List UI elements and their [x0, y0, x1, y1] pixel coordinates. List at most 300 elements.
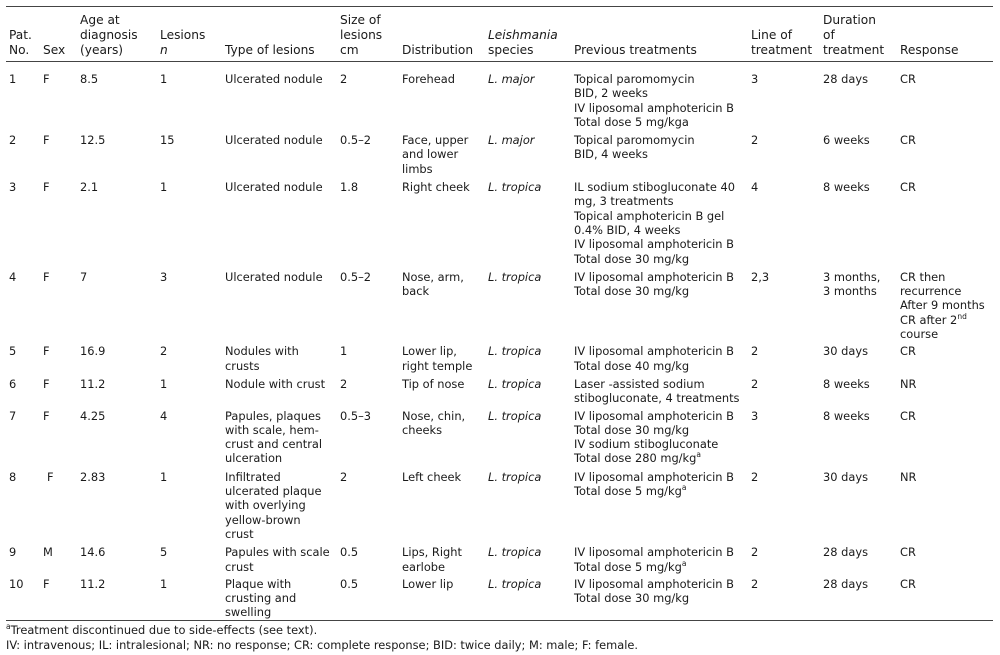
type-line: crust — [225, 559, 254, 574]
treatment-text: Topical amphotericin B gel — [574, 208, 725, 223]
duration-line: 8 weeks — [823, 376, 870, 391]
patient-table — [6, 6, 993, 621]
response-line — [900, 344, 990, 358]
cell-size — [337, 577, 399, 620]
cell-response — [897, 180, 993, 270]
treatment-text: BID, 2 weeks — [574, 86, 648, 101]
duration-line: 3 months — [823, 284, 877, 299]
cell-lesions — [157, 409, 222, 470]
cell-lesions — [157, 270, 222, 344]
line-text: 2,3 — [751, 269, 770, 284]
lesions-text: 1 — [160, 469, 168, 484]
sex-text: F — [43, 180, 50, 195]
cell-patient-no — [6, 577, 40, 620]
response-text: CR after 2 — [900, 312, 958, 327]
cell-line-of-treatment — [748, 180, 820, 270]
age-text: 2.83 — [80, 469, 106, 484]
cell-previous-treatments — [571, 62, 748, 134]
response-text: CR — [900, 545, 916, 560]
response-line — [900, 377, 990, 391]
duration-line: 8 weeks — [823, 408, 870, 423]
lesions-text: 5 — [160, 545, 168, 560]
table-row — [6, 470, 993, 545]
cell-patient-no — [6, 344, 40, 377]
type-line: crusting and — [225, 591, 297, 606]
distribution-line: Forehead — [402, 72, 455, 86]
size-text: 0.5–2 — [340, 133, 372, 148]
header-duration-of-treatment: Duration of treatment — [823, 13, 885, 57]
sex-text: F — [43, 269, 50, 284]
response-line — [900, 313, 990, 327]
cell-previous-treatments — [571, 377, 748, 409]
cell-species — [485, 180, 571, 270]
species-text: L. major — [488, 72, 535, 86]
treatment-text: IV liposomal amphotericin B — [574, 100, 734, 115]
species-text: L. tropica — [488, 408, 542, 423]
response-text: CR then — [900, 269, 946, 284]
response-text: CR — [900, 72, 916, 86]
type-line: ulceration — [225, 451, 283, 466]
cell-age — [77, 133, 157, 180]
cell-distribution — [399, 133, 485, 180]
table-row — [6, 270, 993, 344]
cell-size — [337, 545, 399, 577]
treatment-text: Topical paromomycin — [574, 133, 695, 148]
patient-no-text: 9 — [9, 545, 17, 560]
treatment-text: IV liposomal amphotericin B — [574, 469, 734, 484]
cell-response — [897, 62, 993, 134]
cell-response — [897, 344, 993, 377]
treatment-text: IV liposomal amphotericin B — [574, 344, 734, 359]
cell-age — [77, 409, 157, 470]
cell-previous-treatments — [571, 270, 748, 344]
treatment-text: 0.4% BID, 4 weeks — [574, 222, 681, 237]
cell-size — [337, 62, 399, 134]
patient-no-text: 6 — [9, 376, 17, 391]
lesions-text: 4 — [160, 408, 168, 423]
response-line — [900, 577, 990, 591]
table-row — [6, 377, 993, 409]
treatment-line — [574, 237, 745, 251]
treatment-text: IV sodium stibogluconate — [574, 437, 719, 452]
treatment-text: IL sodium stibogluconate 40 — [574, 180, 735, 195]
type-line: swelling — [225, 605, 272, 620]
treatment-text: Total dose 5 mg/kga — [574, 114, 689, 129]
cell-patient-no — [6, 62, 40, 134]
treatment-line — [574, 470, 745, 484]
treatment-line — [574, 194, 745, 208]
cell-patient-no — [6, 133, 40, 180]
distribution-line: Face, upper — [402, 133, 469, 148]
type-line: Ulcerated nodule — [225, 180, 323, 195]
type-line: ulcerated plaque — [225, 484, 322, 499]
type-line: Infiltrated — [225, 469, 281, 484]
cell-sex — [40, 62, 77, 134]
distribution-line: Lower lip, — [402, 344, 457, 359]
species-text: L. tropica — [488, 344, 542, 359]
type-line: Nodule with crust — [225, 376, 326, 391]
lesions-text: 1 — [160, 576, 168, 591]
header-type-of-lesions: Type of lesions — [225, 43, 315, 57]
treatment-line — [574, 133, 745, 147]
header-line-of-treatment: Line of treatment — [751, 28, 813, 57]
type-line: crust and central — [225, 437, 323, 452]
cell-duration — [820, 62, 897, 134]
cell-line-of-treatment — [748, 409, 820, 470]
cell-species — [485, 270, 571, 344]
cell-duration — [820, 470, 897, 545]
cell-patient-no — [6, 377, 40, 409]
patient-table-container — [6, 6, 993, 621]
table-row — [6, 409, 993, 470]
footnote-a-text: Treatment discontinued due to side-effects (see text). — [10, 623, 318, 637]
cell-lesions — [157, 62, 222, 134]
type-line: Ulcerated nodule — [225, 269, 323, 284]
species-text: L. tropica — [488, 376, 542, 391]
age-text: 12.5 — [80, 133, 106, 148]
treatment-text: stibogluconate, 4 treatments — [574, 391, 740, 406]
lesions-text: 3 — [160, 269, 168, 284]
cell-distribution — [399, 344, 485, 377]
ordinal-superscript: nd — [957, 311, 967, 321]
cell-previous-treatments — [571, 133, 748, 180]
line-text: 4 — [751, 180, 759, 195]
cell-size — [337, 344, 399, 377]
patient-no-text: 8 — [9, 469, 17, 484]
footnote-marker: a — [696, 450, 701, 460]
cell-age — [77, 344, 157, 377]
lesions-text: 1 — [160, 180, 168, 195]
treatment-text: Total dose 280 mg/kg — [574, 451, 697, 466]
distribution-line: Lower lip — [402, 576, 454, 591]
cell-type-of-lesions — [222, 470, 337, 545]
cell-duration — [820, 270, 897, 344]
cell-distribution — [399, 577, 485, 620]
header-previous-treatments: Previous treatments — [574, 43, 697, 57]
treatment-line — [574, 284, 745, 298]
cell-species — [485, 62, 571, 134]
lesions-text: 1 — [160, 376, 168, 391]
header-response: Response — [900, 43, 959, 57]
treatment-text: Topical paromomycin — [574, 72, 695, 86]
age-text: 11.2 — [80, 376, 106, 391]
treatment-line — [574, 545, 745, 559]
cell-line-of-treatment — [748, 577, 820, 620]
cell-response — [897, 270, 993, 344]
type-line: crust — [225, 526, 254, 541]
cell-species — [485, 377, 571, 409]
cell-lesions — [157, 133, 222, 180]
response-text: NR — [900, 376, 917, 391]
cell-size — [337, 377, 399, 409]
sex-text: F — [43, 344, 50, 359]
cell-distribution — [399, 377, 485, 409]
response-line — [900, 298, 990, 312]
treatment-line — [574, 359, 745, 373]
line-text: 2 — [751, 545, 759, 560]
type-line: Ulcerated nodule — [225, 133, 323, 148]
species-text: L. tropica — [488, 469, 542, 484]
treatment-text: Total dose 30 mg/kg — [574, 251, 690, 266]
treatment-line — [574, 484, 745, 498]
cell-response — [897, 577, 993, 620]
cell-response — [897, 470, 993, 545]
patient-no-text: 2 — [9, 133, 17, 148]
sex-text: F — [43, 576, 50, 591]
size-text: 1 — [340, 344, 348, 359]
cell-previous-treatments — [571, 577, 748, 620]
header-patient-no: Pat. No. — [9, 28, 32, 57]
response-text: CR — [900, 344, 916, 359]
treatment-text: IV liposomal amphotericin B — [574, 269, 734, 284]
treatment-text: IV liposomal amphotericin B — [574, 408, 734, 423]
response-text: recurrence — [900, 284, 962, 299]
cell-distribution — [399, 62, 485, 134]
treatment-line — [574, 377, 745, 391]
cell-response — [897, 545, 993, 577]
cell-sex — [40, 545, 77, 577]
lesions-text: 15 — [160, 133, 175, 148]
cell-duration — [820, 409, 897, 470]
treatment-line — [574, 86, 745, 100]
line-text: 2 — [751, 344, 759, 359]
cell-duration — [820, 180, 897, 270]
age-text: 4.25 — [80, 408, 106, 423]
cell-distribution — [399, 545, 485, 577]
table-row — [6, 545, 993, 577]
patient-no-text: 3 — [9, 180, 17, 195]
distribution-line: right temple — [402, 358, 473, 373]
cell-sex — [40, 377, 77, 409]
cell-lesions — [157, 577, 222, 620]
table-row — [6, 577, 993, 620]
duration-line: 30 days — [823, 344, 869, 359]
size-text: 2 — [340, 469, 348, 484]
cell-sex — [40, 270, 77, 344]
cell-age — [77, 180, 157, 270]
response-text: CR — [900, 408, 916, 423]
treatment-line — [574, 344, 745, 358]
age-text: 16.9 — [80, 344, 106, 359]
response-line — [900, 327, 990, 341]
cell-sex — [40, 344, 77, 377]
cell-age — [77, 577, 157, 620]
treatment-text: BID, 4 weeks — [574, 147, 648, 162]
type-line: with overlying — [225, 498, 306, 513]
sex-text: F — [43, 376, 50, 391]
age-text: 8.5 — [80, 72, 99, 86]
line-text: 3 — [751, 408, 759, 423]
distribution-line: back — [402, 284, 430, 299]
type-line: yellow-brown — [225, 512, 301, 527]
treatment-line — [574, 223, 745, 237]
treatment-line — [574, 72, 745, 86]
cell-species — [485, 344, 571, 377]
duration-line: 28 days — [823, 576, 869, 591]
duration-line: 3 months, — [823, 269, 881, 284]
distribution-line: Right cheek — [402, 180, 470, 195]
response-line — [900, 470, 990, 484]
response-line — [900, 180, 990, 194]
cell-previous-treatments — [571, 180, 748, 270]
response-text: course — [900, 327, 939, 342]
lesions-text: 2 — [160, 344, 168, 359]
treatment-line — [574, 252, 745, 266]
treatment-line — [574, 101, 745, 115]
treatment-text: mg, 3 treatments — [574, 194, 674, 209]
treatment-line — [574, 270, 745, 284]
cell-patient-no — [6, 545, 40, 577]
treatment-line — [574, 391, 745, 405]
treatment-text: Total dose 5 mg/kg — [574, 484, 682, 499]
response-line — [900, 72, 990, 86]
cell-duration — [820, 545, 897, 577]
response-text: CR — [900, 576, 916, 591]
footnote-a-marker: a — [6, 622, 11, 632]
cell-sex — [40, 180, 77, 270]
cell-size — [337, 470, 399, 545]
line-text: 2 — [751, 576, 759, 591]
cell-distribution — [399, 409, 485, 470]
species-text: L. tropica — [488, 576, 542, 591]
age-text: 14.6 — [80, 545, 106, 560]
cell-type-of-lesions — [222, 577, 337, 620]
treatment-text: Total dose 5 mg/kg — [574, 559, 682, 574]
cell-response — [897, 409, 993, 470]
cell-type-of-lesions — [222, 180, 337, 270]
size-text: 0.5–2 — [340, 269, 372, 284]
distribution-line: Nose, arm, — [402, 269, 464, 284]
cell-line-of-treatment — [748, 377, 820, 409]
age-text: 7 — [80, 269, 88, 284]
response-line — [900, 270, 990, 284]
cell-type-of-lesions — [222, 409, 337, 470]
cell-lesions — [157, 377, 222, 409]
size-text: 2 — [340, 376, 348, 391]
cell-previous-treatments — [571, 470, 748, 545]
cell-age — [77, 545, 157, 577]
cell-previous-treatments — [571, 545, 748, 577]
response-line — [900, 545, 990, 559]
cell-patient-no — [6, 270, 40, 344]
cell-line-of-treatment — [748, 62, 820, 134]
cell-lesions — [157, 545, 222, 577]
patient-no-text: 10 — [9, 576, 24, 591]
header-distribution: Distribution — [402, 43, 474, 57]
cell-line-of-treatment — [748, 470, 820, 545]
treatment-text: Total dose 40 mg/kg — [574, 358, 690, 373]
header-size-of-lesions: Size of lesions cm — [340, 13, 383, 57]
sex-text: F — [47, 469, 54, 484]
distribution-line: and lower — [402, 147, 459, 162]
line-text: 2 — [751, 469, 759, 484]
duration-line: 8 weeks — [823, 180, 870, 195]
distribution-line: Tip of nose — [402, 376, 465, 391]
header-lesions: Lesions n — [160, 28, 206, 57]
cell-line-of-treatment — [748, 545, 820, 577]
cell-age — [77, 377, 157, 409]
species-text: L. tropica — [488, 545, 542, 560]
cell-age — [77, 470, 157, 545]
cell-duration — [820, 377, 897, 409]
cell-line-of-treatment — [748, 270, 820, 344]
cell-size — [337, 409, 399, 470]
footnote-marker: a — [681, 483, 687, 493]
footnotes — [6, 623, 638, 652]
duration-line: 28 days — [823, 545, 869, 560]
type-line: Nodules with — [225, 344, 299, 359]
cell-age — [77, 270, 157, 344]
header-species: Leishmania species — [488, 28, 558, 57]
cell-type-of-lesions — [222, 133, 337, 180]
cell-duration — [820, 344, 897, 377]
cell-species — [485, 577, 571, 620]
species-text: L. tropica — [488, 180, 542, 195]
line-text: 2 — [751, 133, 759, 148]
table-row — [6, 180, 993, 270]
footnote-abbreviations: IV: intravenous; IL: intralesional; NR: no response; CR: complete response; BID: twice daily; M: male; F: female. — [6, 637, 639, 652]
treatment-line — [574, 451, 745, 465]
sex-text: F — [43, 133, 50, 148]
treatment-line — [574, 437, 745, 451]
response-text: NR — [900, 469, 917, 484]
species-text: L. major — [488, 133, 535, 148]
treatment-line — [574, 577, 745, 591]
line-text: 3 — [751, 72, 759, 86]
cell-response — [897, 133, 993, 180]
cell-distribution — [399, 470, 485, 545]
type-line: Plaque with — [225, 576, 292, 591]
cell-line-of-treatment — [748, 344, 820, 377]
age-text: 2.1 — [80, 180, 99, 195]
cell-type-of-lesions — [222, 62, 337, 134]
cell-type-of-lesions — [222, 545, 337, 577]
cell-sex — [40, 409, 77, 470]
table-row — [6, 344, 993, 377]
cell-size — [337, 133, 399, 180]
size-text: 2 — [340, 72, 348, 86]
type-line: Papules with scale — [225, 545, 330, 560]
table-row — [6, 62, 993, 134]
cell-species — [485, 133, 571, 180]
cell-type-of-lesions — [222, 270, 337, 344]
cell-species — [485, 409, 571, 470]
cell-duration — [820, 133, 897, 180]
line-text: 2 — [751, 376, 759, 391]
type-line: with scale, hem- — [225, 422, 319, 437]
treatment-text: Total dose 30 mg/kg — [574, 422, 690, 437]
duration-line: 30 days — [823, 469, 869, 484]
patient-no-text: 5 — [9, 344, 17, 359]
sex-text: M — [43, 545, 53, 560]
distribution-line: Left cheek — [402, 469, 462, 484]
distribution-line: limbs — [402, 161, 433, 176]
cell-distribution — [399, 180, 485, 270]
treatment-line — [574, 409, 745, 423]
footnote-a — [6, 623, 638, 638]
cell-lesions — [157, 470, 222, 545]
table-row — [6, 133, 993, 180]
cell-sex — [40, 577, 77, 620]
treatment-line — [574, 147, 745, 161]
treatment-line — [574, 423, 745, 437]
response-text: After 9 months — [900, 298, 985, 313]
patient-no-text: 7 — [9, 408, 17, 423]
treatment-line — [574, 591, 745, 605]
patient-no-text: 1 — [9, 72, 17, 86]
treatment-text: Total dose 30 mg/kg — [574, 284, 690, 299]
cell-response — [897, 377, 993, 409]
